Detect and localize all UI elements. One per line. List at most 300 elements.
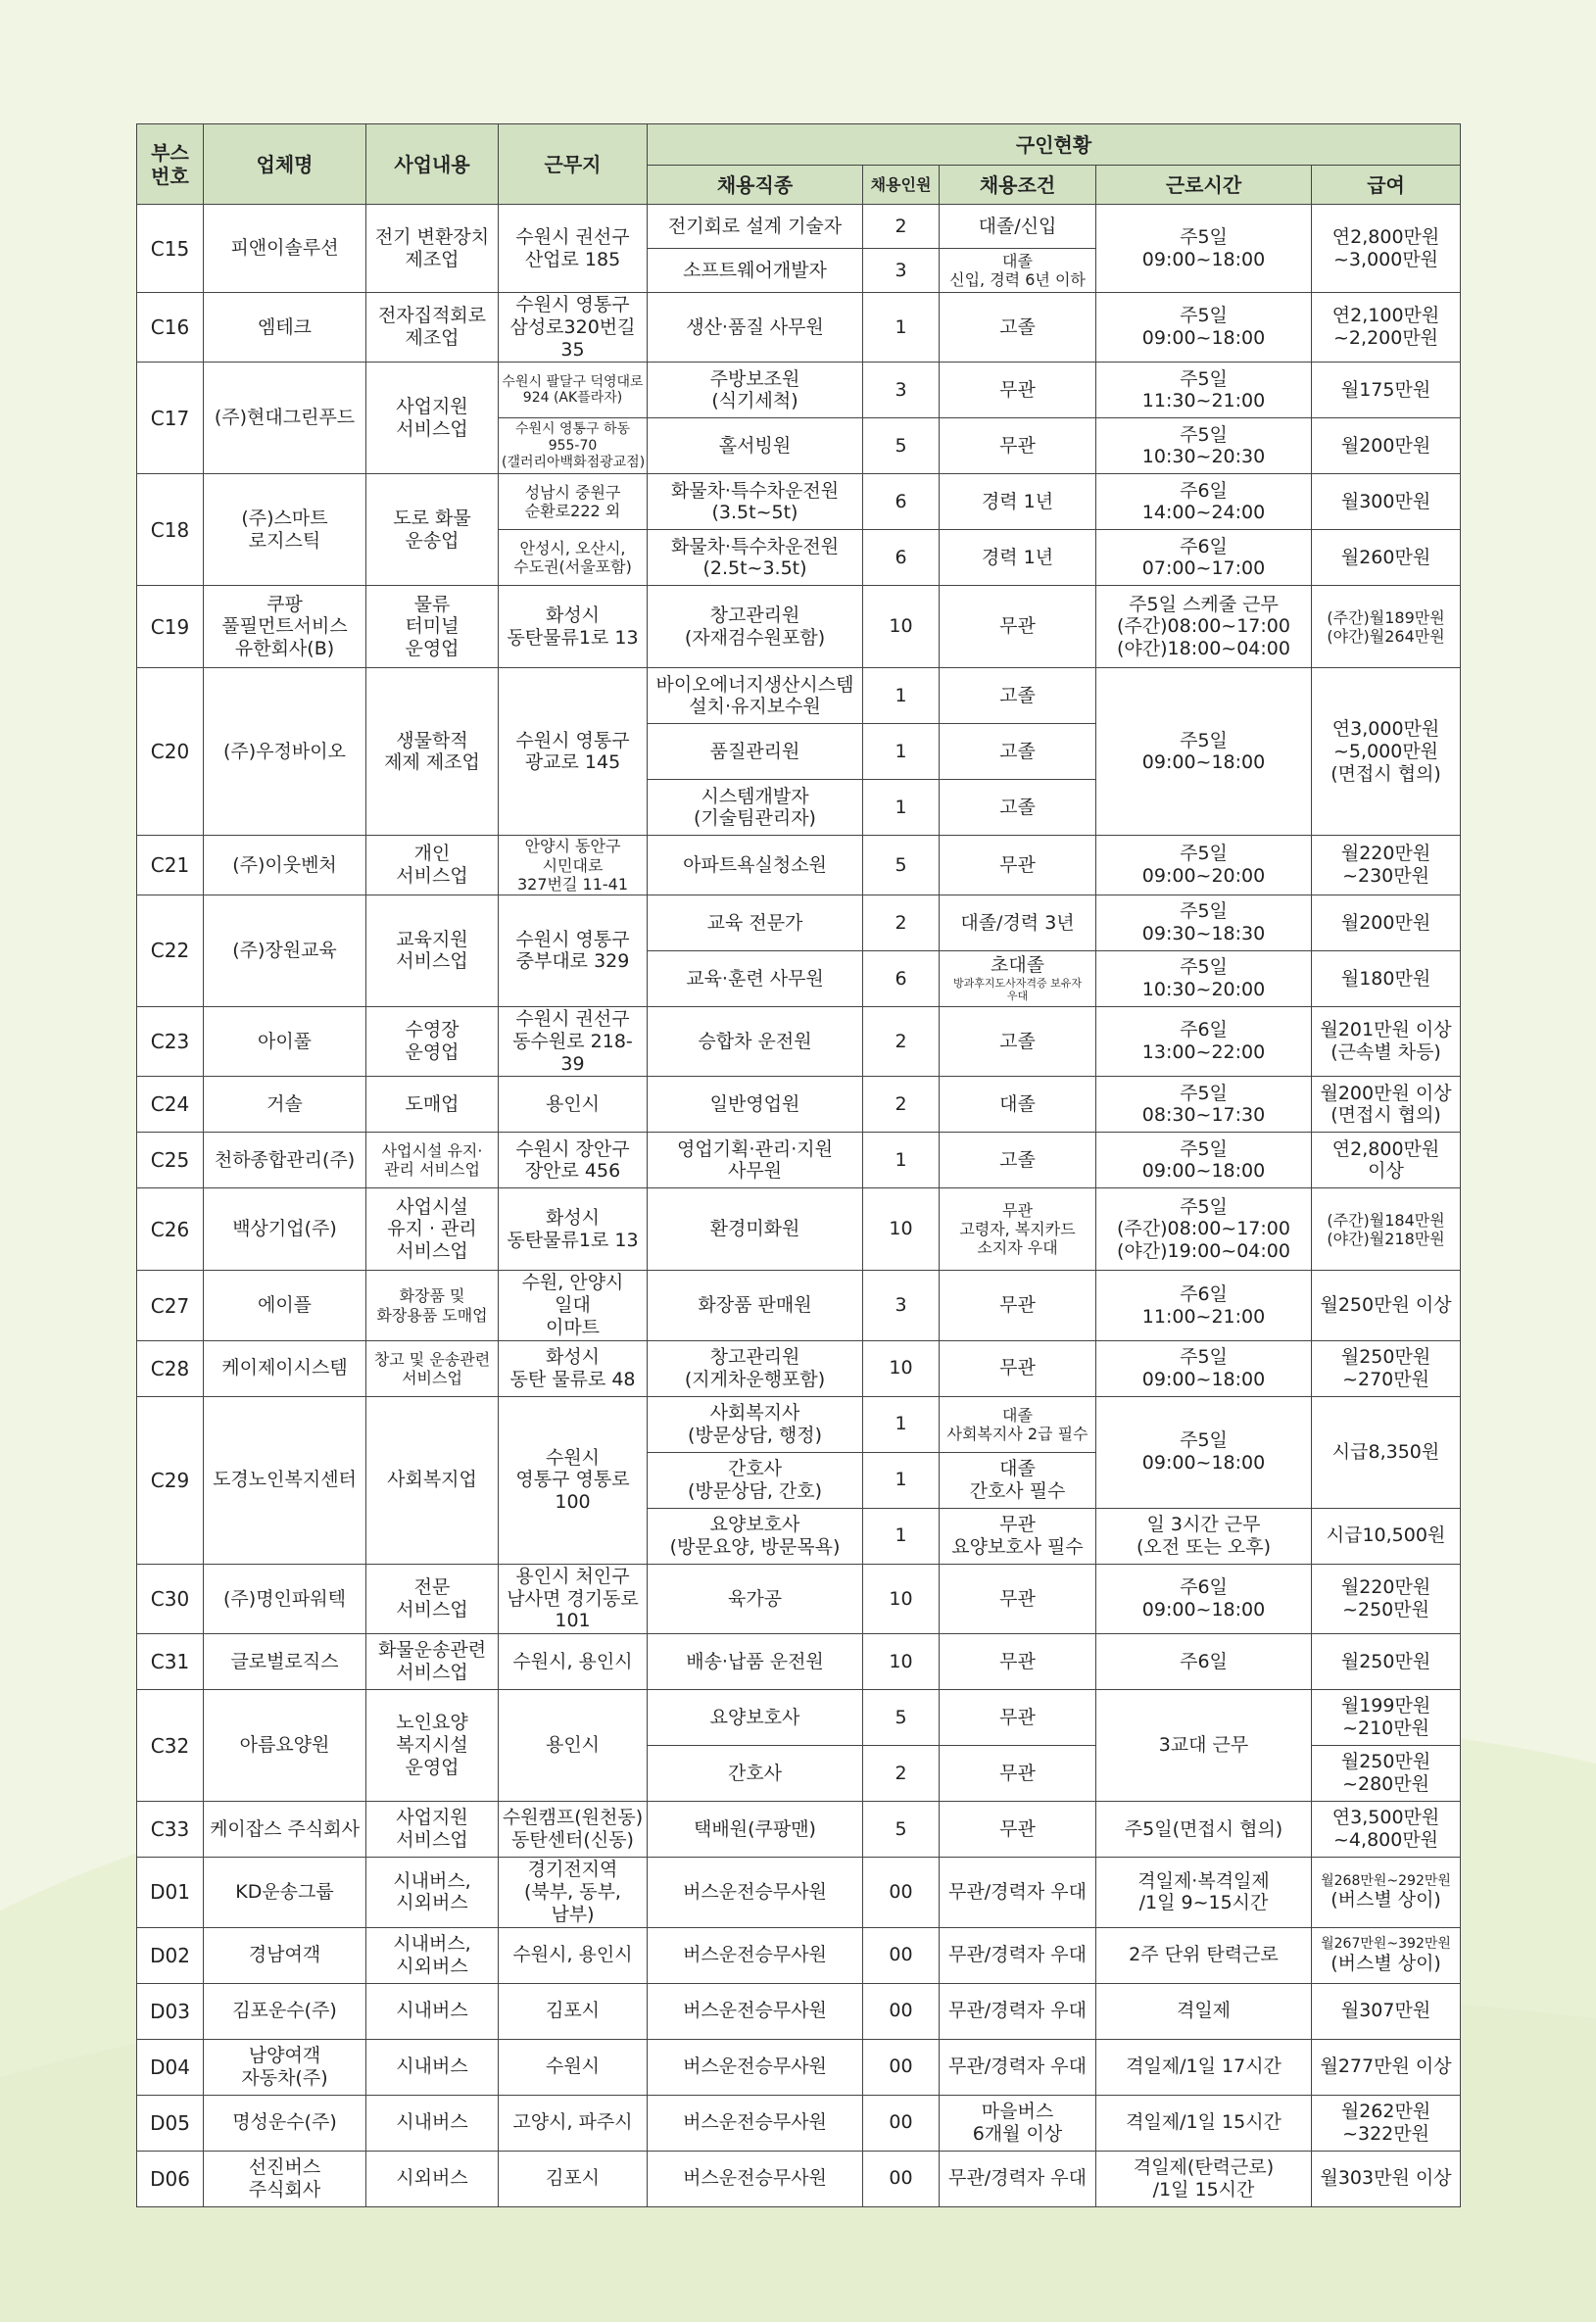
work-location: 수원시 권선구 산업로 185 (499, 205, 648, 293)
business-type: 전기 변환장치 제조업 (366, 205, 499, 293)
hire-condition: 무관 (940, 418, 1096, 474)
work-hours: 주5일(면접시 협의) (1096, 1802, 1312, 1858)
salary: 월250만원 (1312, 1634, 1461, 1690)
work-location: 김포시 (499, 1983, 648, 2039)
hire-count: 3 (863, 1271, 940, 1340)
hire-count: 00 (863, 1927, 940, 1983)
table-row (137, 205, 1461, 249)
work-location: 수원시 (499, 2039, 648, 2095)
booth-number: C28 (137, 1340, 204, 1396)
salary: 월200만원 (1312, 895, 1461, 950)
job-title: 홀서빙원 (648, 418, 863, 474)
table-row (137, 1271, 1461, 1340)
job-title: 승합차 운전원 (648, 1006, 863, 1076)
work-hours: 주5일 (주간)08:00~17:00 (야간)19:00~04:00 (1096, 1188, 1312, 1271)
hire-condition: 무관/경력자 우대 (940, 2039, 1096, 2095)
job-title: 요양보호사 (방문요양, 방문목욕) (648, 1508, 863, 1564)
hire-count: 1 (863, 780, 940, 836)
salary: 월250만원 이상 (1312, 1271, 1461, 1340)
hire-count: 10 (863, 1188, 940, 1271)
company-name: 천하종합관리(주) (204, 1133, 366, 1188)
hire-count: 2 (863, 205, 940, 249)
business-type: 시내버스, 시외버스 (366, 1927, 499, 1983)
salary: (주간)월184만원 (야간)월218만원 (1312, 1188, 1461, 1271)
booth-number: C33 (137, 1802, 204, 1858)
business-type: 개인 서비스업 (366, 836, 499, 895)
work-hours: 주5일 10:30~20:00 (1096, 950, 1312, 1006)
company-name: 글로벌로직스 (204, 1634, 366, 1690)
business-type: 사회복지업 (366, 1396, 499, 1564)
hire-condition: 고졸 (940, 1133, 1096, 1188)
hire-count: 1 (863, 1508, 940, 1564)
table-row (137, 1690, 1461, 1746)
job-title: 생산·품질 사무원 (648, 293, 863, 363)
business-type: 교육지원 서비스업 (366, 895, 499, 1006)
company-name: 케이잡스 주식회사 (204, 1802, 366, 1858)
salary: 월180만원 (1312, 950, 1461, 1006)
company-name: (주)우정바이오 (204, 668, 366, 836)
job-listing-table (136, 123, 1461, 2207)
business-type: 시내버스 (366, 2039, 499, 2095)
company-name: KD운송그룹 (204, 1858, 366, 1927)
booth-number: C30 (137, 1564, 204, 1633)
table-row (137, 1858, 1461, 1927)
table-row (137, 895, 1461, 950)
company-name: 에이플 (204, 1271, 366, 1340)
hire-condition: 무관 (940, 1802, 1096, 1858)
work-location: 김포시 (499, 2151, 648, 2206)
header-location: 근무지 (499, 124, 648, 205)
job-title: 버스운전승무사원 (648, 1983, 863, 2039)
table-row (137, 293, 1461, 363)
salary: 연2,100만원 ~2,200만원 (1312, 293, 1461, 363)
hire-count: 5 (863, 418, 940, 474)
work-hours: 주5일 10:30~20:30 (1096, 418, 1312, 474)
work-location: 화성시 동탄 물류로 48 (499, 1340, 648, 1396)
hire-count: 1 (863, 668, 940, 724)
job-title: 품질관리원 (648, 724, 863, 780)
work-location: 경기전지역 (북부, 동부, 남부) (499, 1858, 648, 1927)
booth-number: C20 (137, 668, 204, 836)
work-location: 용인시 (499, 1077, 648, 1133)
hire-condition: 경력 1년 (940, 474, 1096, 530)
hire-count: 10 (863, 1634, 940, 1690)
work-hours: 주5일 09:00~18:00 (1096, 1133, 1312, 1188)
booth-number: C27 (137, 1271, 204, 1340)
job-title: 화물차·특수차운전원 (3.5t~5t) (648, 474, 863, 530)
work-hours: 주5일 08:30~17:30 (1096, 1077, 1312, 1133)
work-location: 안성시, 오산시, 수도권(서울포함) (499, 530, 648, 586)
business-type: 노인요양 복지시설 운영업 (366, 1690, 499, 1802)
work-hours: 일 3시간 근무 (오전 또는 오후) (1096, 1508, 1312, 1564)
hire-count: 2 (863, 1006, 940, 1076)
salary-range: 월267만원~392만원 (1321, 1935, 1451, 1952)
hire-count: 3 (863, 249, 940, 293)
business-type: 화물운송관련 서비스업 (366, 1634, 499, 1690)
work-location: 용인시 (499, 1690, 648, 1802)
salary: (주간)월189만원 (야간)월264만원 (1312, 586, 1461, 668)
business-type: 사업지원 서비스업 (366, 1802, 499, 1858)
company-name: 케이제이시스템 (204, 1340, 366, 1396)
business-type: 사업시설 유지· 관리 서비스업 (366, 1133, 499, 1188)
booth-number: D06 (137, 2151, 204, 2206)
business-type: 생물학적 제제 제조업 (366, 668, 499, 836)
hire-condition: 대졸 사회복지사 2급 필수 (940, 1396, 1096, 1452)
hire-condition: 무관 (940, 836, 1096, 895)
hire-condition: 무관 고령자, 복지카드 소지자 우대 (940, 1188, 1096, 1271)
header-job: 채용직종 (648, 166, 863, 205)
booth-number: C15 (137, 205, 204, 293)
company-name: (주)장원교육 (204, 895, 366, 1006)
job-title: 환경미화원 (648, 1188, 863, 1271)
work-location: 수원시 영통구 중부대로 329 (499, 895, 648, 1006)
job-title: 창고관리원 (지게차운행포함) (648, 1340, 863, 1396)
hire-count: 6 (863, 474, 940, 530)
job-title: 버스운전승무사원 (648, 2095, 863, 2151)
business-type: 시내버스, 시외버스 (366, 1858, 499, 1927)
table-row (137, 1564, 1461, 1633)
hire-count: 10 (863, 1340, 940, 1396)
hire-condition: 대졸/경력 3년 (940, 895, 1096, 950)
work-location: 수원시 팔달구 덕영대로 924 (AK플라자) (499, 363, 648, 418)
job-title: 택배원(쿠팡맨) (648, 1802, 863, 1858)
company-name: (주)명인파워텍 (204, 1564, 366, 1633)
table-row (137, 1188, 1461, 1271)
job-fair-sheet (136, 123, 1460, 2207)
hire-count: 6 (863, 950, 940, 1006)
work-location: 수원시 영통구 광교로 145 (499, 668, 648, 836)
work-hours: 격일제/1일 15시간 (1096, 2095, 1312, 2151)
hire-condition: 무관 (940, 1746, 1096, 1802)
header-condition: 채용조건 (940, 166, 1096, 205)
job-title: 화장품 판매원 (648, 1271, 863, 1340)
hire-count: 00 (863, 2151, 940, 2206)
work-hours: 주6일 (1096, 1634, 1312, 1690)
hire-count: 1 (863, 1452, 940, 1508)
hire-condition: 고졸 (940, 668, 1096, 724)
booth-number: C25 (137, 1133, 204, 1188)
salary: 연2,800만원 ~3,000만원 (1312, 205, 1461, 293)
salary: 월307만원 (1312, 1983, 1461, 2039)
table-row (137, 1802, 1461, 1858)
header-business: 사업내용 (366, 124, 499, 205)
work-hours: 2주 단위 탄력근로 (1096, 1927, 1312, 1983)
hire-condition: 무관 (940, 1690, 1096, 1746)
hire-condition: 무관 (940, 1340, 1096, 1396)
hire-count: 10 (863, 586, 940, 668)
work-location: 화성시 동탄물류1로 13 (499, 1188, 648, 1271)
work-location: 화성시 동탄물류1로 13 (499, 586, 648, 668)
work-location: 수원시, 용인시 (499, 1634, 648, 1690)
business-type: 창고 및 운송관련 서비스업 (366, 1340, 499, 1396)
hire-condition: 무관 (940, 1271, 1096, 1340)
booth-number: C24 (137, 1077, 204, 1133)
business-type: 물류 터미널 운영업 (366, 586, 499, 668)
header-hours: 근로시간 (1096, 166, 1312, 205)
header-count: 채용인원 (863, 166, 940, 205)
salary: 월220만원 ~250만원 (1312, 1564, 1461, 1633)
salary: 월250만원 ~270만원 (1312, 1340, 1461, 1396)
work-location: 수원시 영통구 하동 955-70 (갤러리아백화점광교점) (499, 418, 648, 474)
hire-condition: 무관 (940, 1634, 1096, 1690)
hire-count: 2 (863, 1077, 940, 1133)
work-location: 성남시 중원구 순환로222 외 (499, 474, 648, 530)
work-hours: 주6일 07:00~17:00 (1096, 530, 1312, 586)
table-row (137, 1983, 1461, 2039)
work-location: 수원시 권선구 동수원로 218-39 (499, 1006, 648, 1076)
job-title: 육가공 (648, 1564, 863, 1633)
hire-condition: 고졸 (940, 1006, 1096, 1076)
job-title: 화물차·특수차운전원 (2.5t~3.5t) (648, 530, 863, 586)
work-hours: 주5일 11:30~21:00 (1096, 363, 1312, 418)
business-type: 시외버스 (366, 2151, 499, 2206)
table-row (137, 363, 1461, 418)
hire-condition: 무관 (940, 1564, 1096, 1633)
business-type: 전자집적회로 제조업 (366, 293, 499, 363)
salary: 월199만원 ~210만원 (1312, 1690, 1461, 1746)
work-location: 용인시 처인구 남사면 경기동로 101 (499, 1564, 648, 1633)
hire-count: 1 (863, 1396, 940, 1452)
hire-condition: 무관 (940, 586, 1096, 668)
salary: 시급10,500원 (1312, 1508, 1461, 1564)
hire-condition-note: 방과후지도사자격증 보유자 우대 (952, 977, 1082, 1003)
job-title: 간호사 (648, 1746, 863, 1802)
booth-number: C21 (137, 836, 204, 895)
salary: 월200만원 이상 (면접시 협의) (1312, 1077, 1461, 1133)
business-type: 시내버스 (366, 1983, 499, 2039)
job-title: 바이오에너지생산시스템 설치·유지보수원 (648, 668, 863, 724)
hire-count: 5 (863, 836, 940, 895)
work-hours: 3교대 근무 (1096, 1690, 1312, 1802)
hire-condition: 무관/경력자 우대 (940, 1927, 1096, 1983)
hire-condition-main: 초대졸 (990, 954, 1045, 977)
company-name: 선진버스 주식회사 (204, 2151, 366, 2206)
hire-condition: 고졸 (940, 724, 1096, 780)
hire-condition: 고졸 (940, 780, 1096, 836)
work-hours: 주6일 13:00~22:00 (1096, 1006, 1312, 1076)
work-hours: 격일제(탄력근로) /1일 15시간 (1096, 2151, 1312, 2206)
work-hours: 주5일 09:00~18:00 (1096, 1340, 1312, 1396)
company-name: 피앤이솔루션 (204, 205, 366, 293)
job-title: 전기회로 설계 기술자 (648, 205, 863, 249)
company-name: 아이풀 (204, 1006, 366, 1076)
work-hours: 격일제 (1096, 1983, 1312, 2039)
job-title: 시스템개발자 (기술팀관리자) (648, 780, 863, 836)
salary: 시급8,350원 (1312, 1396, 1461, 1508)
hire-count: 00 (863, 1983, 940, 2039)
table-row (137, 1077, 1461, 1133)
work-location: 수원, 안양시 일대 이마트 (499, 1271, 648, 1340)
table-row (137, 836, 1461, 895)
company-name: 명성운수(주) (204, 2095, 366, 2151)
work-hours: 주5일 09:00~18:00 (1096, 1396, 1312, 1508)
hire-count: 2 (863, 1746, 940, 1802)
company-name: 엠테크 (204, 293, 366, 363)
salary: 연3,000만원 ~5,000만원 (면접시 협의) (1312, 668, 1461, 836)
salary: 월277만원 이상 (1312, 2039, 1461, 2095)
work-hours: 격일제·복격일제 /1일 9~15시간 (1096, 1858, 1312, 1927)
hire-condition: 무관 (940, 363, 1096, 418)
job-title: 배송·납품 운전원 (648, 1634, 863, 1690)
hire-count: 5 (863, 1690, 940, 1746)
booth-number: C31 (137, 1634, 204, 1690)
work-hours: 주5일 09:00~20:00 (1096, 836, 1312, 895)
job-title: 교육·훈련 사무원 (648, 950, 863, 1006)
business-type: 전문 서비스업 (366, 1564, 499, 1633)
company-name: 거솔 (204, 1077, 366, 1133)
hire-condition: 대졸 신입, 경력 6년 이하 (940, 249, 1096, 293)
business-type: 사업시설 유지 · 관리 서비스업 (366, 1188, 499, 1271)
booth-number: C26 (137, 1188, 204, 1271)
business-type: 시내버스 (366, 2095, 499, 2151)
hire-condition: 무관 요양보호사 필수 (940, 1508, 1096, 1564)
business-type: 사업지원 서비스업 (366, 363, 499, 474)
job-title: 주방보조원 (식기세척) (648, 363, 863, 418)
salary (1312, 1858, 1461, 1927)
company-name: (주)이웃벤처 (204, 836, 366, 895)
work-hours: 주5일 09:00~18:00 (1096, 668, 1312, 836)
booth-number: C16 (137, 293, 204, 363)
company-name: 백상기업(주) (204, 1188, 366, 1271)
salary: 월200만원 (1312, 418, 1461, 474)
hire-condition: 무관/경력자 우대 (940, 2151, 1096, 2206)
work-hours: 주5일 09:30~18:30 (1096, 895, 1312, 950)
work-hours: 주5일 09:00~18:00 (1096, 205, 1312, 293)
work-location: 수원시 영통구 삼성로320번길 35 (499, 293, 648, 363)
work-location: 안양시 동안구 시민대로 327번길 11-41 (499, 836, 648, 895)
table-row (137, 2151, 1461, 2206)
hire-condition: 대졸/신입 (940, 205, 1096, 249)
company-name: 도경노인복지센터 (204, 1396, 366, 1564)
company-name: 경남여객 (204, 1927, 366, 1983)
job-title: 간호사 (방문상담, 간호) (648, 1452, 863, 1508)
booth-number: D02 (137, 1927, 204, 1983)
job-title: 소프트웨어개발자 (648, 249, 863, 293)
job-rows (137, 205, 1461, 2207)
table-row (137, 474, 1461, 530)
salary: 월201만원 이상 (근속별 차등) (1312, 1006, 1461, 1076)
company-name: 아름요양원 (204, 1690, 366, 1802)
company-name: (주)스마트 로지스틱 (204, 474, 366, 586)
table-row (137, 2095, 1461, 2151)
company-name: 김포운수(주) (204, 1983, 366, 2039)
work-hours: 주6일 14:00~24:00 (1096, 474, 1312, 530)
work-location: 고양시, 파주시 (499, 2095, 648, 2151)
work-hours: 주6일 09:00~18:00 (1096, 1564, 1312, 1633)
salary: 연2,800만원 이상 (1312, 1133, 1461, 1188)
booth-number: C17 (137, 363, 204, 474)
hire-condition (940, 950, 1096, 1006)
booth-number: D04 (137, 2039, 204, 2095)
hire-count: 2 (863, 895, 940, 950)
table-row (137, 586, 1461, 668)
booth-number: D05 (137, 2095, 204, 2151)
salary-note: (버스별 상이) (1330, 1889, 1441, 1911)
header-company: 업체명 (204, 124, 366, 205)
table-row (137, 1340, 1461, 1396)
header-pay: 급여 (1312, 166, 1461, 205)
job-title: 버스운전승무사원 (648, 2039, 863, 2095)
hire-count: 1 (863, 724, 940, 780)
job-title: 창고관리원 (자재검수원포함) (648, 586, 863, 668)
salary: 월175만원 (1312, 363, 1461, 418)
salary-note: (버스별 상이) (1330, 1952, 1441, 1974)
booth-number: C19 (137, 586, 204, 668)
booth-number: D01 (137, 1858, 204, 1927)
booth-number: C18 (137, 474, 204, 586)
hire-count: 5 (863, 1802, 940, 1858)
table-row (137, 1927, 1461, 1983)
header-status: 구인현황 (648, 124, 1461, 166)
booth-number: C29 (137, 1396, 204, 1564)
hire-count: 00 (863, 2039, 940, 2095)
salary: 월250만원 ~280만원 (1312, 1746, 1461, 1802)
hire-count: 00 (863, 2095, 940, 2151)
salary: 월220만원 ~230만원 (1312, 836, 1461, 895)
work-hours: 주5일 스케줄 근무 (주간)08:00~17:00 (야간)18:00~04:00 (1096, 586, 1312, 668)
company-name: (주)현대그린푸드 (204, 363, 366, 474)
table-row (137, 1634, 1461, 1690)
job-title: 요양보호사 (648, 1690, 863, 1746)
job-title: 버스운전승무사원 (648, 1927, 863, 1983)
hire-count: 1 (863, 293, 940, 363)
hire-count: 00 (863, 1858, 940, 1927)
header-booth: 부스 번호 (137, 124, 204, 205)
business-type: 도매업 (366, 1077, 499, 1133)
business-type: 화장품 및 화장용품 도매업 (366, 1271, 499, 1340)
booth-number: C23 (137, 1006, 204, 1076)
salary: 월303만원 이상 (1312, 2151, 1461, 2206)
job-title: 교육 전문가 (648, 895, 863, 950)
hire-condition: 대졸 (940, 1077, 1096, 1133)
work-location: 수원시, 용인시 (499, 1927, 648, 1983)
company-name: 쿠팡 풀필먼트서비스 유한회사(B) (204, 586, 366, 668)
hire-condition: 고졸 (940, 293, 1096, 363)
hire-count: 1 (863, 1133, 940, 1188)
work-location: 수원시 영통구 영통로 100 (499, 1396, 648, 1564)
job-title: 아파트욕실청소원 (648, 836, 863, 895)
work-hours: 격일제/1일 17시간 (1096, 2039, 1312, 2095)
hire-condition: 마을버스 6개월 이상 (940, 2095, 1096, 2151)
job-title: 버스운전승무사원 (648, 2151, 863, 2206)
hire-count: 10 (863, 1564, 940, 1633)
salary-range: 월268만원~292만원 (1321, 1872, 1451, 1889)
hire-condition: 무관/경력자 우대 (940, 1983, 1096, 2039)
salary: 월262만원 ~322만원 (1312, 2095, 1461, 2151)
booth-number: C32 (137, 1690, 204, 1802)
table-row (137, 1006, 1461, 1076)
salary: 월300만원 (1312, 474, 1461, 530)
business-type: 수영장 운영업 (366, 1006, 499, 1076)
job-title: 버스운전승무사원 (648, 1858, 863, 1927)
booth-number: D03 (137, 1983, 204, 2039)
table-row (137, 1396, 1461, 1452)
job-title: 영업기획·관리·지원 사무원 (648, 1133, 863, 1188)
job-title: 사회복지사 (방문상담, 행정) (648, 1396, 863, 1452)
hire-condition: 대졸 간호사 필수 (940, 1452, 1096, 1508)
salary (1312, 1927, 1461, 1983)
table-row (137, 1133, 1461, 1188)
work-hours: 주6일 11:00~21:00 (1096, 1271, 1312, 1340)
salary: 연3,500만원 ~4,800만원 (1312, 1802, 1461, 1858)
hire-count: 6 (863, 530, 940, 586)
table-row (137, 2039, 1461, 2095)
work-location: 수원캠프(원천동) 동탄센터(신동) (499, 1802, 648, 1858)
company-name: 남양여객 자동차(주) (204, 2039, 366, 2095)
work-location: 수원시 장안구 장안로 456 (499, 1133, 648, 1188)
business-type: 도로 화물 운송업 (366, 474, 499, 586)
salary: 월260만원 (1312, 530, 1461, 586)
